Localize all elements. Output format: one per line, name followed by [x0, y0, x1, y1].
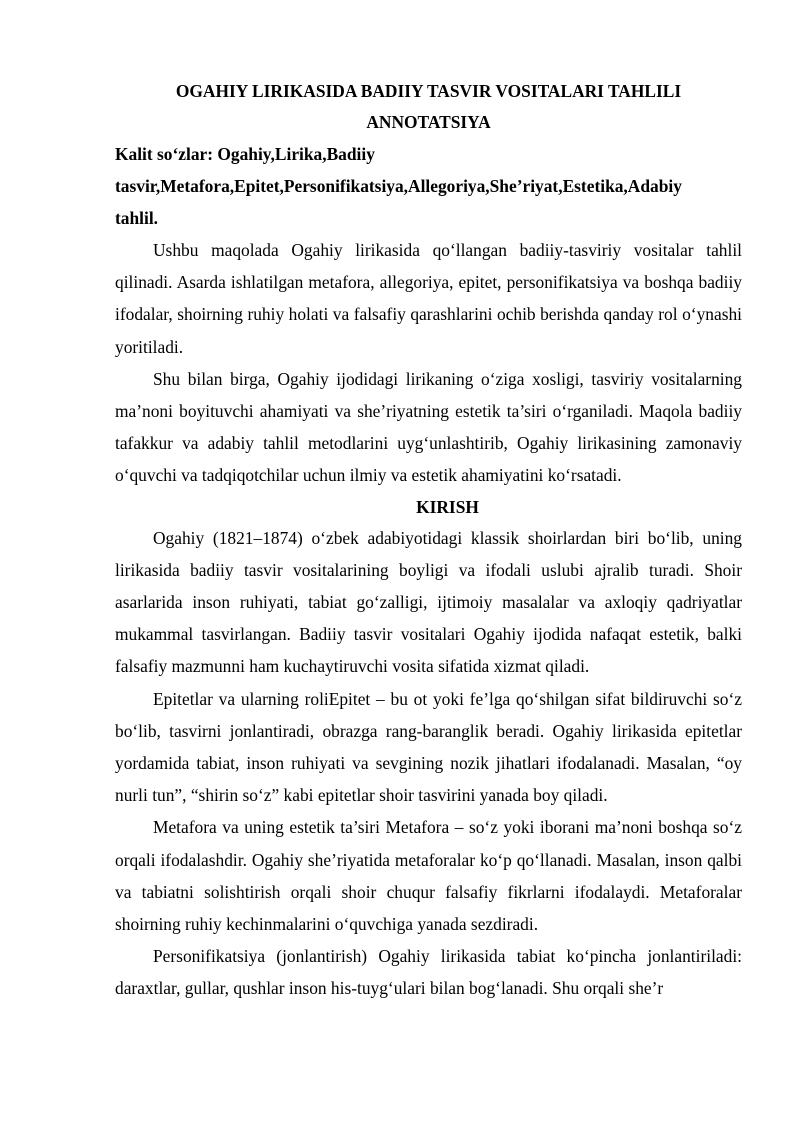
document-title [115, 76, 742, 138]
section-heading: KIRISH [416, 496, 479, 517]
intro-paragraph-4: Personifikatsiya (jonlantirish) Ogahiy lirikasida tabiat ko‘pincha jonlantiriladi: daraxtlar, gullar, qushlar inson his-tuyg‘ulari bilan bog‘lanadi. Shu orqali she’r [115, 946, 742, 999]
keywords-line-2: tasvir,Metafora,Epitet,Personifikatsiya,Allegoriya,She’riyat,Estetika,Adabiy [115, 176, 682, 196]
keywords [115, 138, 742, 234]
intro-paragraph-2: Epitetlar va ularning roliEpitet – bu ot yoki fe’lga qo‘shilgan sifat bildiruvchi so‘z bo‘lib, tasvirni jonlantiradi, obrazga rang-baranglik beradi. Ogahiy lirikasida epitetlar yordamida tabiat, inson ruhiyati va sevgining nozik jihatlari ifodalanadi. Masalan, “oy nurli tun”, “shirin so‘z” kabi epitetlar shoir tasvirini yanada boy qiladi. [115, 688, 742, 806]
title-line-1: OGAHIY LIRIKASIDA BADIIY TASVIR VOSITALARI TAHLILI [175, 81, 682, 101]
keywords-line-1: Kalit so‘zlar: Ogahiy,Lirika,Badiiy [115, 144, 375, 164]
abstract-paragraph-1: Ushbu maqolada Ogahiy lirikasida qo‘llangan badiiy-tasviriy vositalar tahlil qilinadi. Asarda ishlatilgan metafora, allegoriya, epitet, personifikatsiya va boshqa badiiy ifodalar, shoirning ruhiy holati va falsafiy qarashlarini ochib berishda qanday rol o‘ynashi yoritiladi. [115, 240, 742, 357]
keywords-line-3: tahlil. [115, 208, 159, 228]
intro-paragraph-1: Ogahiy (1821–1874) o‘zbek adabiyotidagi klassik shoirlardan biri bo‘lib, uning lirikasida badiiy tasvir vositalarining boyligi va ifodali uslubi ajralib turadi. Shoir asarlarida inson ruhiyati, tabiat go‘zalligi, ijtimoiy masalalar va axloqiy qadriyatlar mukammal tasvirlangan. Badiiy tasvir vositalari Ogahiy ijodida nafaqat estetik, balki falsafiy mazmunni ham kuchaytiruvchi vosita sifatida xizmat qiladi. [115, 527, 742, 677]
title-line-2: ANNOTATSIYA [366, 112, 491, 132]
intro-paragraph-3: Metafora va uning estetik ta’siri Metafora – so‘z yoki iborani ma’noni boshqa so‘z orqali ifodalashdir. Ogahiy she’riyatida metaforalar ko‘p qo‘llanadi. Masalan, inson qalbi va tabiatni solishtirish orqali shoir chuqur falsafiy fikrlarni ifodalaydi. Metaforalar shoirning ruhiy kechinmalarini o‘quvchiga yanada sezdiradi. [115, 817, 742, 935]
abstract-paragraph-2: Shu bilan birga, Ogahiy ijodidagi lirikaning o‘ziga xosligi, tasviriy vositalarning ma’noni boyituvchi ahamiyati va she’riyatning estetik ta’siri o‘rganiladi. Maqola badiiy tafakkur va adabiy tahlil metodlarini uyg‘unlashtirib, Ogahiy lirikasining zamonaviy o‘quvchi va tadqiqotchilar uchun ilmiy va estetik ahamiyatini ko‘rsatadi. [115, 368, 742, 486]
document-content [115, 76, 742, 1005]
